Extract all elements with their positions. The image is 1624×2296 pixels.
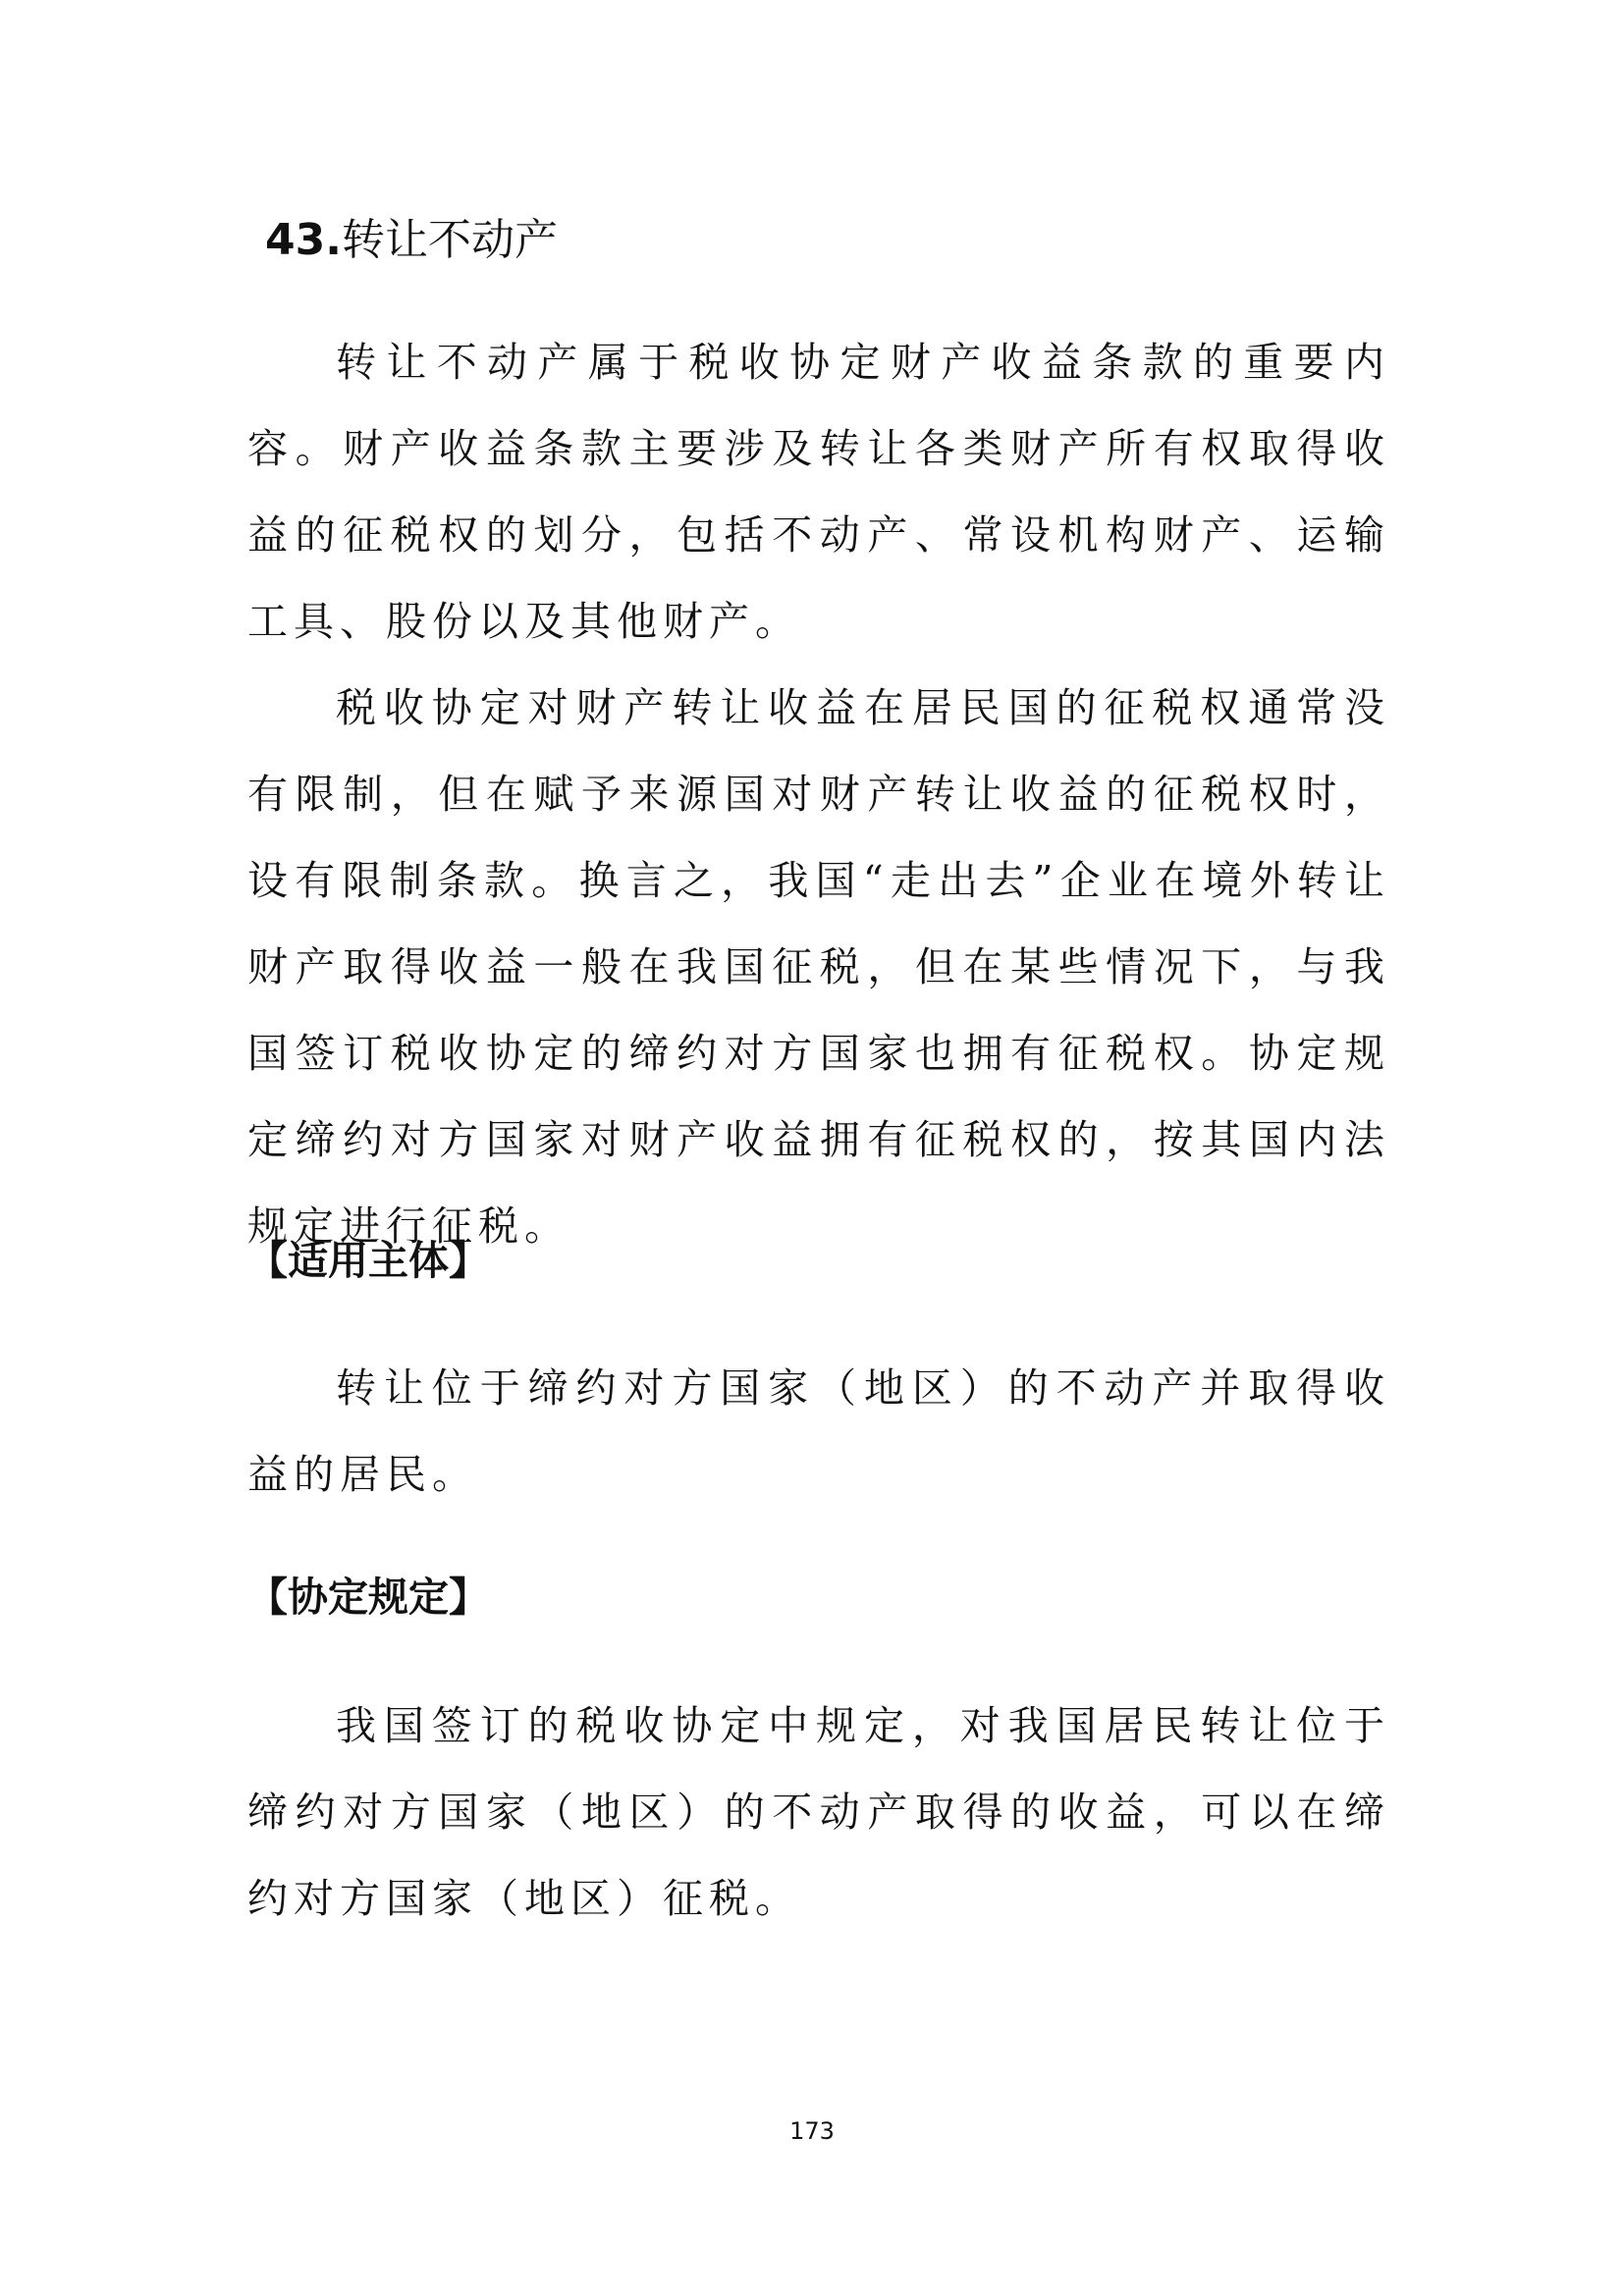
page-number: 173 <box>789 2117 835 2145</box>
intro-paragraph-1: 转让不动产属于税收协定财产收益条款的重要内容。财产收益条款主要涉及转让各类财产所有权取得收益的征税权的划分，包括不动产、常设机构财产、运输工具、股份以及其他财产。 <box>247 339 1390 645</box>
intro-paragraph-2: 税收协定对财产转让收益在居民国的征税权通常没有限制，但在赋予来源国对财产转让收益的征税权时，设有限制条款。换言之，我国“走出去”企业在境外转让财产取得收益一般在我国征税，但在某些情况下，与我国签订税收协定的缔约对方国家也拥有征税权。协定规定缔约对方国家对财产收益拥有征税权的，按其国内法规定进行征税。 <box>247 684 1390 1250</box>
treaty-provision-text: 我国签订的税收协定中规定，对我国居民转让位于缔约对方国家（地区）的不动产取得的收益，可以在缔约对方国家（地区）征税。 <box>247 1702 1390 1922</box>
applicable-subject-heading: 【适用主体】 <box>247 1237 489 1284</box>
section-title <box>265 208 558 273</box>
applicable-subject-text: 转让位于缔约对方国家（地区）的不动产并取得收益的居民。 <box>247 1364 1390 1498</box>
treaty-provision-heading: 【协定规定】 <box>247 1574 489 1621</box>
section-number: 43. <box>265 215 342 265</box>
section-title-text: 转让不动产 <box>341 215 558 265</box>
